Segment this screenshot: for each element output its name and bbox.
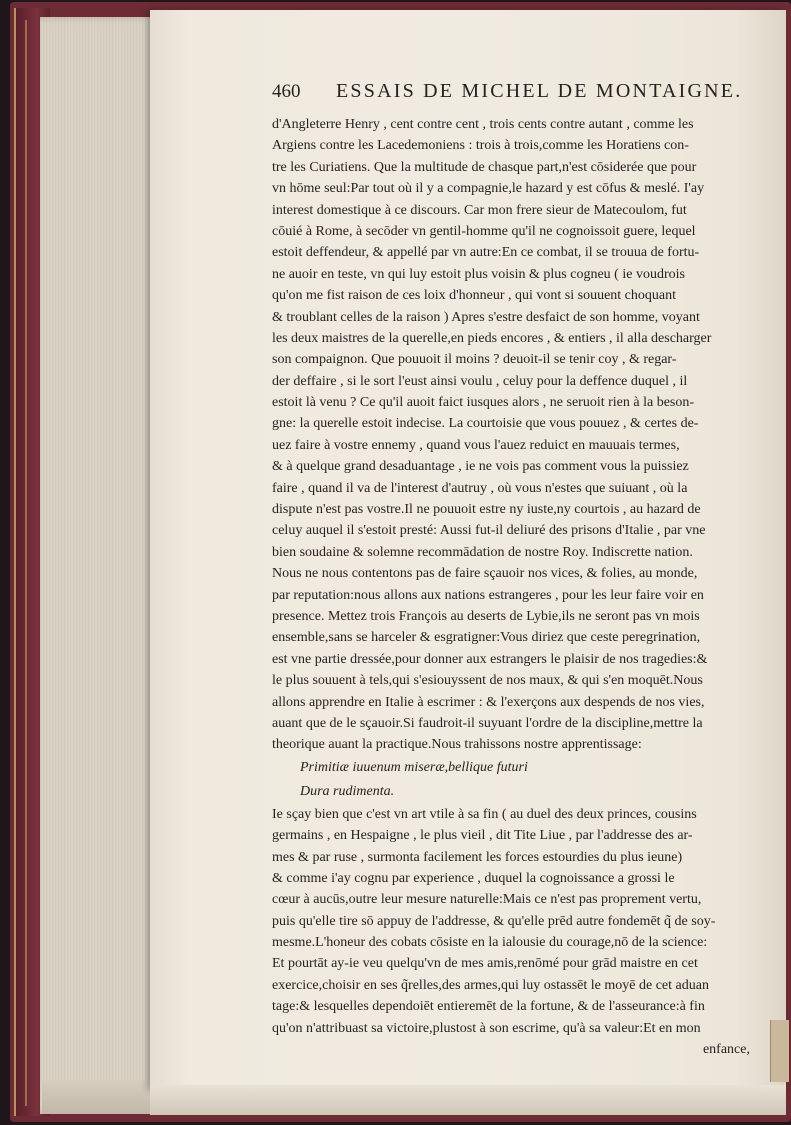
text-line: puis qu'elle tire sō appuy de l'addresse, & qu'elle prēd autre fondemēt q̃ de soy-: [272, 913, 716, 929]
page-tab: [770, 1020, 789, 1082]
text-line: mes & par ruse , surmonta facilement les forces estourdies du plus ieune): [272, 849, 683, 865]
page-stack-bottom: [42, 1080, 158, 1114]
text-line: mesme.L'honeur des cobats cōsiste en la ialousie du courage,nō de la science:: [272, 935, 708, 951]
text-line: uez faire à vostre ennemy , quand vous l'auez reduict en mauuais termes,: [272, 437, 680, 453]
body-text-continued: [272, 804, 750, 1039]
text-line: estoit deffendeur, & appellé par vn autre:En ce combat, il se trouua de fortu-: [272, 245, 700, 261]
text-line: d'Angleterre Henry , cent contre cent , trois cents contre autant , comme les: [272, 117, 694, 132]
text-line: dispute n'est pas vostre.Il ne pouuoit estre ny iuste,ny courtois , au hazard de: [272, 502, 701, 518]
text-line: est vne partie dressée,pour donner aux estrangers le plaisir de nos tragedies:&: [272, 651, 708, 667]
text-line: auant que de le sçauoir.Si faudroit-il suyuant l'ordre de la discipline,mettre la: [272, 715, 703, 731]
text-line: ensemble,sans se harceler & esgratigner:Vous diriez que ceste peregrination,: [272, 630, 701, 646]
text-line: qu'on n'attribuast sa victoire,plustost à son escrime, qu'à sa valeur:Et en mon: [272, 1020, 701, 1036]
text-line: Argiens contre les Lacedemoniens : trois à trois,comme les Horatiens con-: [272, 138, 689, 154]
text-line: estoit là venu ? Ce qu'il auoit faict iusques alors , ne seruoit rien à la beson-: [272, 395, 695, 411]
text-line: vn hōme seul:Par tout où il y a compagnie,le hazard y est cōfus & meslé. I'ay: [272, 181, 705, 197]
text-line: qu'on me fist raison de ces loix d'honneur , qui vont si souuent choquant: [272, 288, 676, 304]
text-line: & troublant celles de la raison ) Apres s'estre desfaict de son homme, voyant: [272, 309, 700, 325]
text-line: le plus souuent à tels,qui s'esiouyssent de nos maux, & qui s'en moquēt.Nous: [272, 673, 703, 689]
text-line: les deux maistres de la querelle,en pieds encores , & entiers , il alla descharger: [272, 330, 712, 346]
text-line: son compaignon. Que pouuoit il moins ? deuoit-il se tenir coy , & regar-: [272, 352, 677, 368]
text-line: germains , en Hespaigne , le plus vieil , dit Tite Liue , par l'addresse des ar-: [272, 828, 693, 844]
text-line: gne: la querelle estoit indecise. La courtoisie que vous pouuez , & certes de-: [272, 416, 699, 432]
text-line: der deffaire , si le sort l'eust ainsi voulu , celuy pour la deffence duquel , il: [272, 373, 688, 389]
text-line: cœur à aucūs,outre leur mesure naturelle:Mais ce n'est pas proprement vertu,: [272, 892, 702, 908]
text-line: & à quelque grand desaduantage , ie ne vois pas comment vous la puissiez: [272, 459, 689, 475]
page-stack-left: [40, 17, 158, 1114]
text-line: exercice,choisir en ses q̃relles,des armes,qui luy ostassēt le moyē de cet aduan: [272, 977, 709, 993]
text-line: tre les Curiatiens. Que la multitude de chasque part,n'est cōsiderée que pour: [272, 159, 697, 175]
quote-line: Dura rudimenta.: [300, 783, 395, 799]
text-line: presence. Mettez trois François au deserts de Lybie,ils ne seront pas vn mois: [272, 608, 700, 624]
text-line: & comme i'ay cognu par experience , duquel la cognoissance a grossi le: [272, 870, 675, 886]
body-text: [272, 114, 750, 756]
gilt-border-line: [25, 20, 27, 1106]
text-line: interest domestique à ce discours. Car mon frere sieur de Matecoulom, fut: [272, 202, 687, 218]
text-line: Nous ne nous contentons pas de faire sçauoir nos vices, & folies, au monde,: [272, 566, 698, 582]
page-text: [272, 80, 750, 1060]
page-header: [272, 80, 750, 114]
text-line: Et pourtāt ay-ie veu quelqu'vn de mes amis,renōmé pour grād maistre en cet: [272, 956, 698, 972]
text-line: celuy auquel il s'estoit presté: Aussi fut-il deliuré des prisons d'Italie , par vne: [272, 523, 706, 539]
page-bottom-shadow: [150, 1085, 786, 1115]
catchword: enfance,: [702, 1042, 750, 1058]
text-line: par reputation:nous allons aux nations estrangeres , pour les leur faire voir en: [272, 587, 704, 603]
running-head: ESSAIS DE MICHEL DE MONTAIGNE.: [336, 80, 743, 102]
text-line: theorique auant la practique.Nous trahissons nostre apprentissage:: [272, 737, 642, 753]
text-line: Ie sçay bien que c'est vn art vtile à sa fin ( au duel des deux princes, cousins: [272, 806, 697, 822]
text-line: tage:& lesquelles dependoiēt entieremēt de la fortune, & de l'asseurance:à fin: [272, 999, 705, 1015]
page-number: 460: [272, 81, 301, 102]
text-line: faire , quand il va de l'interest d'autruy , où vous n'estes que suiuant , où la: [272, 480, 688, 496]
quote-line: Primitiæ iuuenum miseræ,bellique futuri: [300, 759, 528, 775]
text-line: bien soudaine & solemne recommādation de nostre Roy. Indiscrette nation.: [272, 544, 693, 560]
latin-quotation: [272, 756, 750, 804]
text-line: ne auoir en teste, vn qui luy estoit plus voisin & plus cogneu ( ie voudrois: [272, 266, 685, 282]
text-line: allons apprendre en Italie à escrimer : & l'exerçons aux despends de nos vies,: [272, 694, 705, 710]
text-line: cōuié à Rome, à secōder vn gentil-homme qu'il ne cognoissoit guere, lequel: [272, 223, 696, 239]
